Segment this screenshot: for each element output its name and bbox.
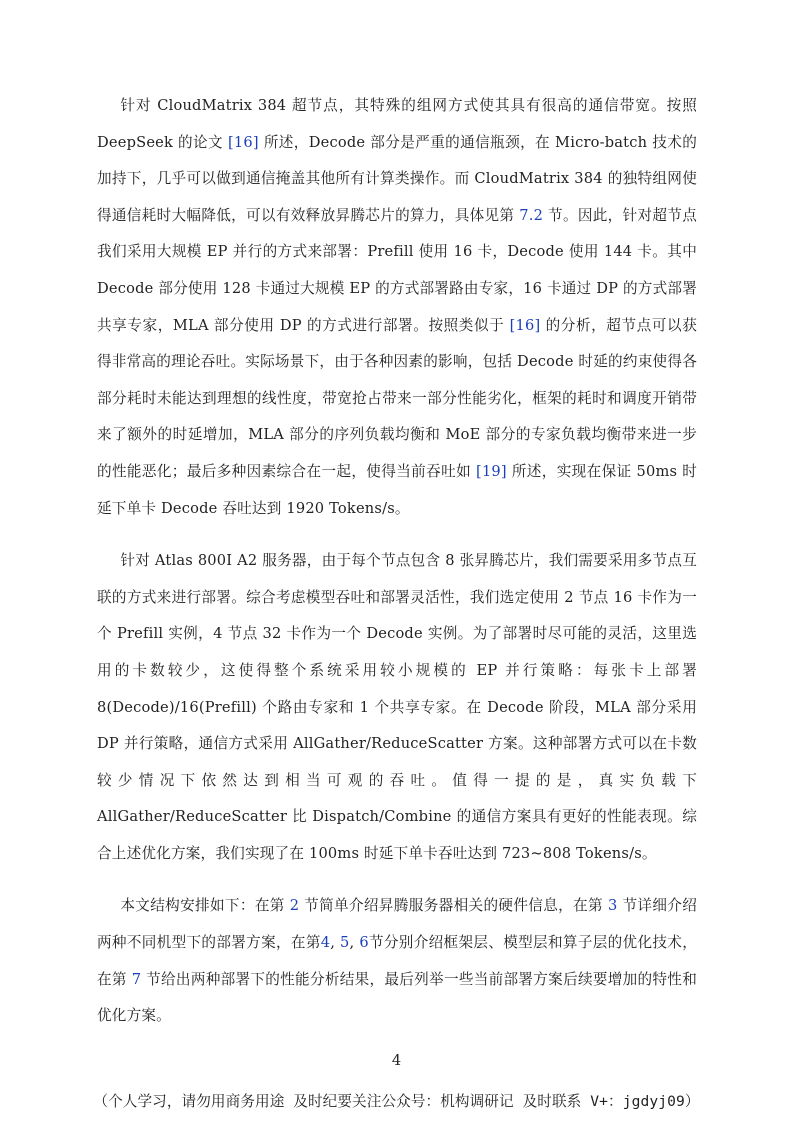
paragraph-cloudmatrix (97, 88, 697, 527)
cross-reference-link[interactable]: 4 (320, 934, 331, 952)
page-body (97, 88, 697, 1051)
body-text: 针对 Atlas 800I A2 服务器，由于每个节点包含 8 张昇腾芯片，我们需要采用多节点互联的方式来进行部署。综合考虑模型吞吐和部署灵活性，我们选定使用 2 节点 16 卡作为一个 Prefill 实例，4 节点 32 卡作为一个 Decode 实例。为了部署时尽可能的灵活，这里选用的卡数较少，这使得整个系统采用较小规模的 EP 并行策略：每张卡上部署 8(Decode)/16(Prefill) 个路由专家和 1 个共享专家。在 Decode 阶段，MLA 部分采用 DP 并行策略，通信方式采用 AllGather/ReduceScatter 方案。这种部署方式可以在卡数较少情况下依然达到相当可观的吞吐。值得一提的是，真实负载下 AllGather/ReduceScatter 比 Dispatch/Combine 的通信方案具有更好的性能表现。综合上述优化方案，我们实现了在 100ms 时延下单卡吞吐达到 723~808 Tokens/s。 (97, 552, 697, 862)
cross-reference-link[interactable]: [19] (476, 462, 507, 480)
cross-reference-link[interactable]: 6 (359, 934, 369, 952)
body-text: 节简单介绍昇腾服务器相关的硬件信息，在第 (299, 897, 608, 915)
body-text: 针对 CloudMatrix 384 超节点，其特殊的组网方式使其具有很高的通信带宽。按照 DeepSeek 的论文 (97, 97, 697, 151)
body-text: 节。因此，针对超节点我们采用大规模 EP 并行的方式来部署：Prefill 使用 16 卡，Decode 使用 144 卡。其中 Decode 部分使用 128 卡通过大规模 EP 的方式部署路由专家，16 卡通过 DP 的方式部署共享专家，MLA 部分使用 DP 的方式进行部署。按照类似于 (97, 206, 697, 334)
body-text: 节详细介绍两种不同机型下的部署方案，在第 (97, 897, 697, 952)
cross-reference-link[interactable]: [16] (228, 133, 259, 151)
body-text: 所述，实现在保证 50ms 时延下单卡 Decode 吞吐达到 1920 Tokens/s。 (97, 462, 698, 517)
paragraph-structure (97, 888, 697, 1034)
body-text: 所述，Decode 部分是严重的通信瓶颈，在 Micro-batch 技术的加持下，几乎可以做到通信掩盖其他所有计算类操作。而 CloudMatrix 384 的独特组网使得通信耗时大幅降低，可以有效释放昇腾芯片的算力，具体见第 (97, 133, 697, 224)
body-text: 的分析，超节点可以获得非常高的理论吞吐。实际场景下，由于各种因素的影响，包括 Decode 时延的约束使得各部分耗时未能达到理想的线性度，带宽抢占带来一部分性能劣化，框架的耗时和调度开销带来了额外的时延增加，MLA 部分的序列负载均衡和 MoE 部分的专家负载均衡带来进一步的性能恶化；最后多种因素综合在一起，使得当前吞吐如 (97, 316, 698, 480)
cross-reference-link[interactable]: 7.2 (519, 206, 544, 224)
body-text: 节分别介绍框架层、模型层和算子层的优化技术，在第 (97, 934, 697, 988)
body-text: , (330, 934, 341, 952)
page-number: 4 (391, 1052, 402, 1069)
body-text: 本文结构安排如下：在第 (120, 897, 290, 915)
cross-reference-link[interactable]: 7 (131, 970, 142, 988)
cross-reference-link[interactable]: 5 (340, 934, 350, 952)
cross-reference-link[interactable]: 3 (607, 897, 618, 915)
cross-reference-link[interactable]: [16] (509, 316, 541, 334)
paragraph-atlas-800i (97, 543, 697, 872)
body-text: , (349, 934, 360, 952)
cross-reference-link[interactable]: 2 (289, 897, 300, 915)
footer-note: （个人学习，请勿用商务用途 及时纪要关注公众号：机构调研记 及时联系 V+：jgdyj09） (93, 1093, 700, 1110)
body-text: 节给出两种部署下的性能分析结果，最后列举一些当前部署方案后续要增加的特性和优化方案。 (97, 970, 697, 1025)
